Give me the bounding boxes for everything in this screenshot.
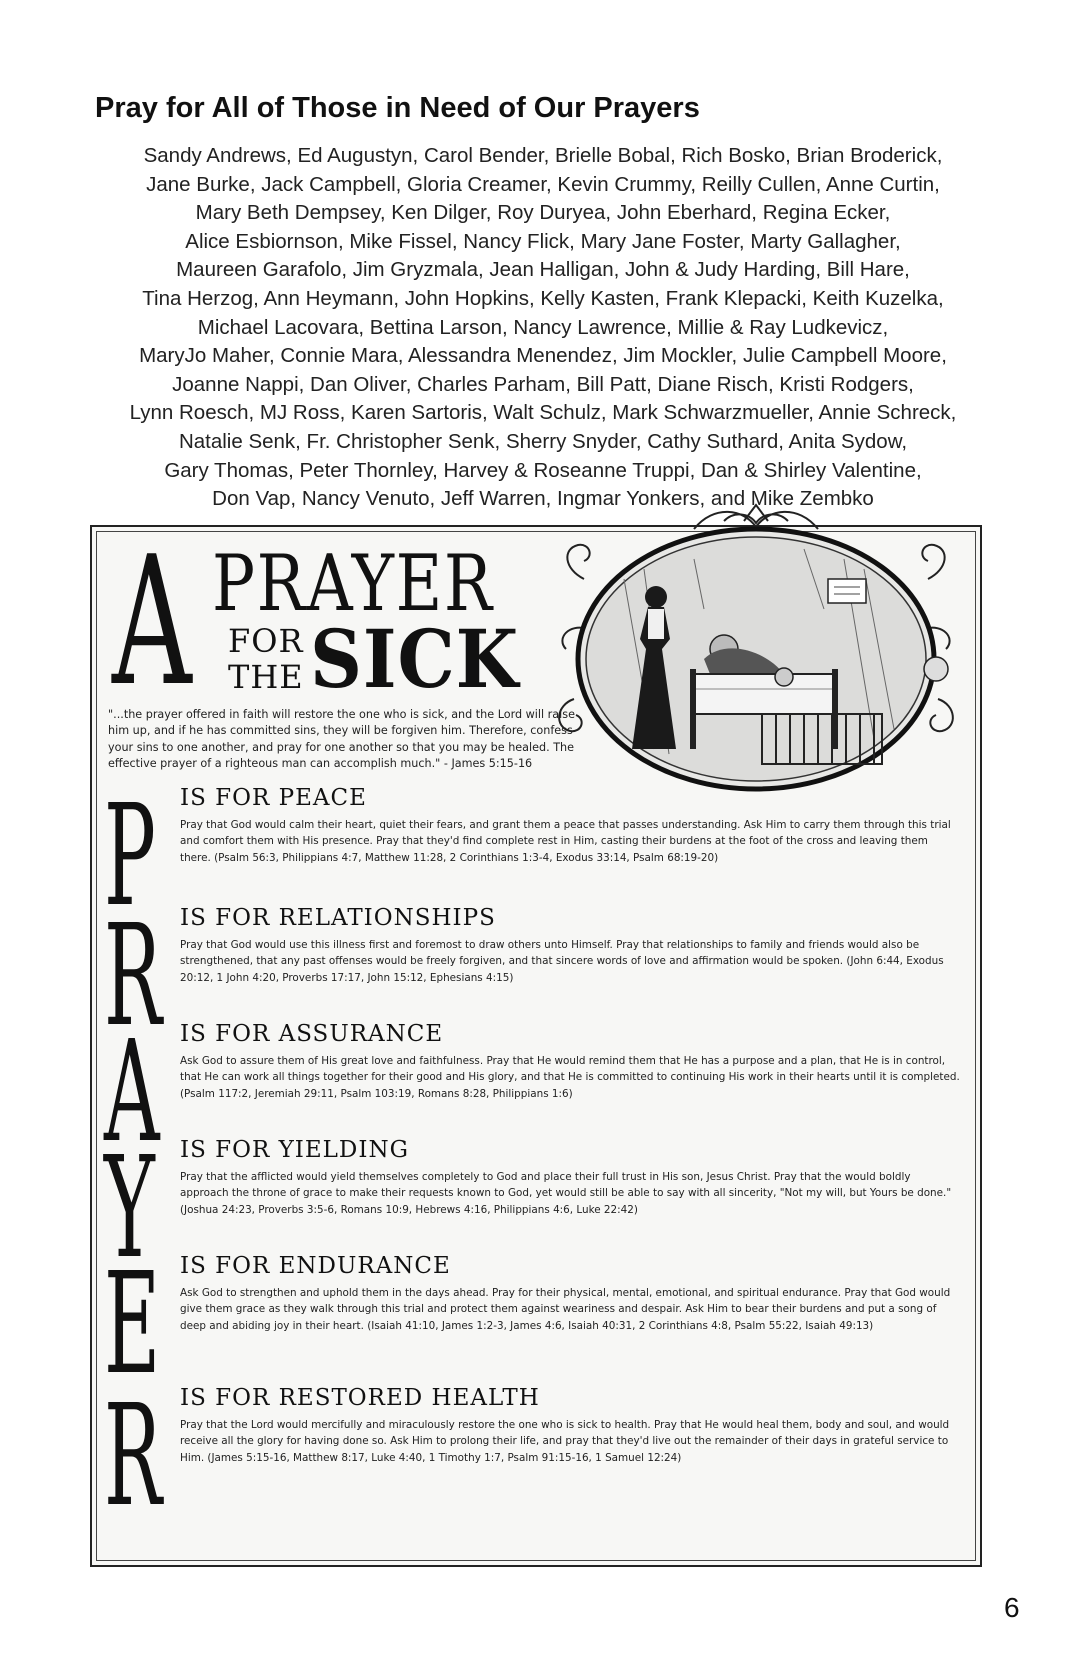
names-line: Natalie Senk, Fr. Christopher Senk, Sherry Snyder, Cathy Suthard, Anita Sydow, [178, 429, 908, 453]
prayer-poster [90, 518, 982, 1567]
section-letter: R [104, 1375, 162, 1538]
section-letter: A [104, 1011, 160, 1174]
section-letter: Y [104, 1127, 155, 1290]
section-title: IS FOR ENDURANCE [180, 1253, 451, 1279]
section-title: IS FOR RESTORED HEALTH [180, 1385, 540, 1411]
section-body: Pray that the Lord would mercifully and miraculously restore the one who is sick to health. Pray that He would heal them, body and soul, and would receive all the glory for having done so. Ask Him to prolong their life, and pray that they'd live out the remainder of their days in grateful service to Him. (James 5:15-16, Matthew 8:17, Luke 4:40, 1 Timothy 1:7, Psalm 91:15-16, 1 Samuel 12:24) [180, 1419, 950, 1464]
section-body: Pray that the afflicted would yield themselves completely to God and place their full trust in His son, Jesus Christ. Pray that the would boldly approach the throne of grace to make their requests known to God, yet would still be able to say with all sincerity, "Not my will, but Yours be done." (Joshua 24:23, Proverbs 3:5-6, Romans 10:9, Hebrews 4:16, Philippians 4:6, Luke 22:42) [180, 1171, 952, 1216]
poster-title-the: THE [228, 658, 304, 696]
names-line: Jane Burke, Jack Campbell, Gloria Creamer, Kevin Crummy, Reilly Cullen, Anne Curtin, [146, 172, 940, 196]
section-letter: E [104, 1243, 161, 1406]
page-heading: Pray for All of Those in Need of Our Prayers [95, 92, 700, 124]
names-line: MaryJo Maher, Connie Mara, Alessandra Menendez, Jim Mockler, Julie Campbell Moore, [139, 344, 947, 368]
names-line: Michael Lacovara, Bettina Larson, Nancy Lawrence, Millie & Ray Ludkevicz, [197, 315, 889, 339]
poster-title-sick: SICK [310, 612, 520, 706]
names-line: Tina Herzog, Ann Heymann, John Hopkins, Kelly Kasten, Frank Klepacki, Keith Kuzelka, [142, 286, 944, 310]
names-line: Alice Esbiornson, Mike Fissel, Nancy Flick, Mary Jane Foster, Marty Gallagher, [185, 229, 901, 253]
names-line: Sandy Andrews, Ed Augustyn, Carol Bender, Brielle Bobal, Rich Bosko, Brian Broderick, [143, 144, 943, 167]
names-line: Maureen Garafolo, Jim Gryzmala, Jean Halligan, John & Judy Harding, Bill Hare, [176, 258, 910, 282]
section-title: IS FOR YIELDING [180, 1137, 409, 1163]
names-line: Joanne Nappi, Dan Oliver, Charles Parham, Bill Patt, Diane Risch, Kristi Rodgers, [172, 372, 914, 396]
sickbed-illustration [544, 499, 968, 799]
section-title: IS FOR PEACE [180, 785, 367, 811]
section-letter: P [104, 775, 156, 938]
poster-title-a: A [112, 518, 190, 725]
section-body: Pray that God would use this illness first and foremost to draw others unto Himself. Pray that relationships to family and friends would also be strengthened, that any past offenses would be freely forgiven, and that sincere words of love and affirmation would be spoken. (John 6:44, Exodus 20:12, 1 John 4:20, Proverbs 17:17, John 15:12, Ephesians 4:15) [180, 939, 944, 984]
names-line: Don Vap, Nancy Venuto, Jeff Warren, Ingmar Yonkers, and Mike Zembko [212, 487, 874, 511]
scripture-quote: "...the prayer offered in faith will restore the one who is sick, and the Lord will raise him up, and if he has committed sins, they will be forgiven him. Therefore, confess your sins to one another, and pray for one another so that you may be healed. The effective prayer of a righteous man can accomplish much." - James 5:15-16 [108, 708, 575, 770]
names-line: Mary Beth Dempsey, Ken Dilger, Roy Duryea, John Eberhard, Regina Ecker, [195, 201, 891, 225]
prayer-names-list [60, 142, 1026, 514]
section-body: Pray that God would calm their heart, quiet their fears, and grant them a peace that passes understanding. Ask Him to carry them through this trial and comfort them with His presence. Pray that they'd find complete rest in Him, casting their burdens at the foot of the cross and leaving them there. (Psalm 56:3, Philippians 4:7, Matthew 11:28, 2 Corinthians 1:3-4, Exodus 33:14, Psalm 68:19-20) [180, 819, 951, 864]
section-body: Ask God to strengthen and uphold them in the days ahead. Pray for their physical, mental, emotional, and spiritual endurance. Pray that God would give them grace as they walk through this trial and protect them against weariness and despair. Ask Him to bear their burdens and put a song of deep and abiding joy in their heart. (Isaiah 41:10, James 1:2-3, James 4:6, Isaiah 40:31, 2 Corinthians 4:8, Psalm 55:22, Isaiah 49:13) [180, 1287, 951, 1332]
section-body: Ask God to assure them of His great love and faithfulness. Pray that He would remind them that He has a purpose and a plan, that He is in control, that He can work all things together for their good and His glory, and that He is committed to continuing His work in their hearts until it is completed. (Psalm 117:2, Jeremiah 29:11, Psalm 103:19, Romans 8:28, Philippians 1:6) [180, 1055, 960, 1100]
section-title: IS FOR ASSURANCE [180, 1021, 444, 1047]
section-title: IS FOR RELATIONSHIPS [180, 905, 496, 931]
poster-title-for: FOR [228, 622, 304, 660]
section-letter: R [104, 895, 162, 1058]
names-line: Gary Thomas, Peter Thornley, Harvey & Roseanne Truppi, Dan & Shirley Valentine, [164, 458, 922, 482]
page-number: 6 [1004, 1592, 1020, 1623]
poster-title-prayer: PRAYER [212, 539, 494, 629]
names-line: Lynn Roesch, MJ Ross, Karen Sartoris, Walt Schulz, Mark Schwarzmueller, Annie Schreck, [129, 401, 957, 425]
